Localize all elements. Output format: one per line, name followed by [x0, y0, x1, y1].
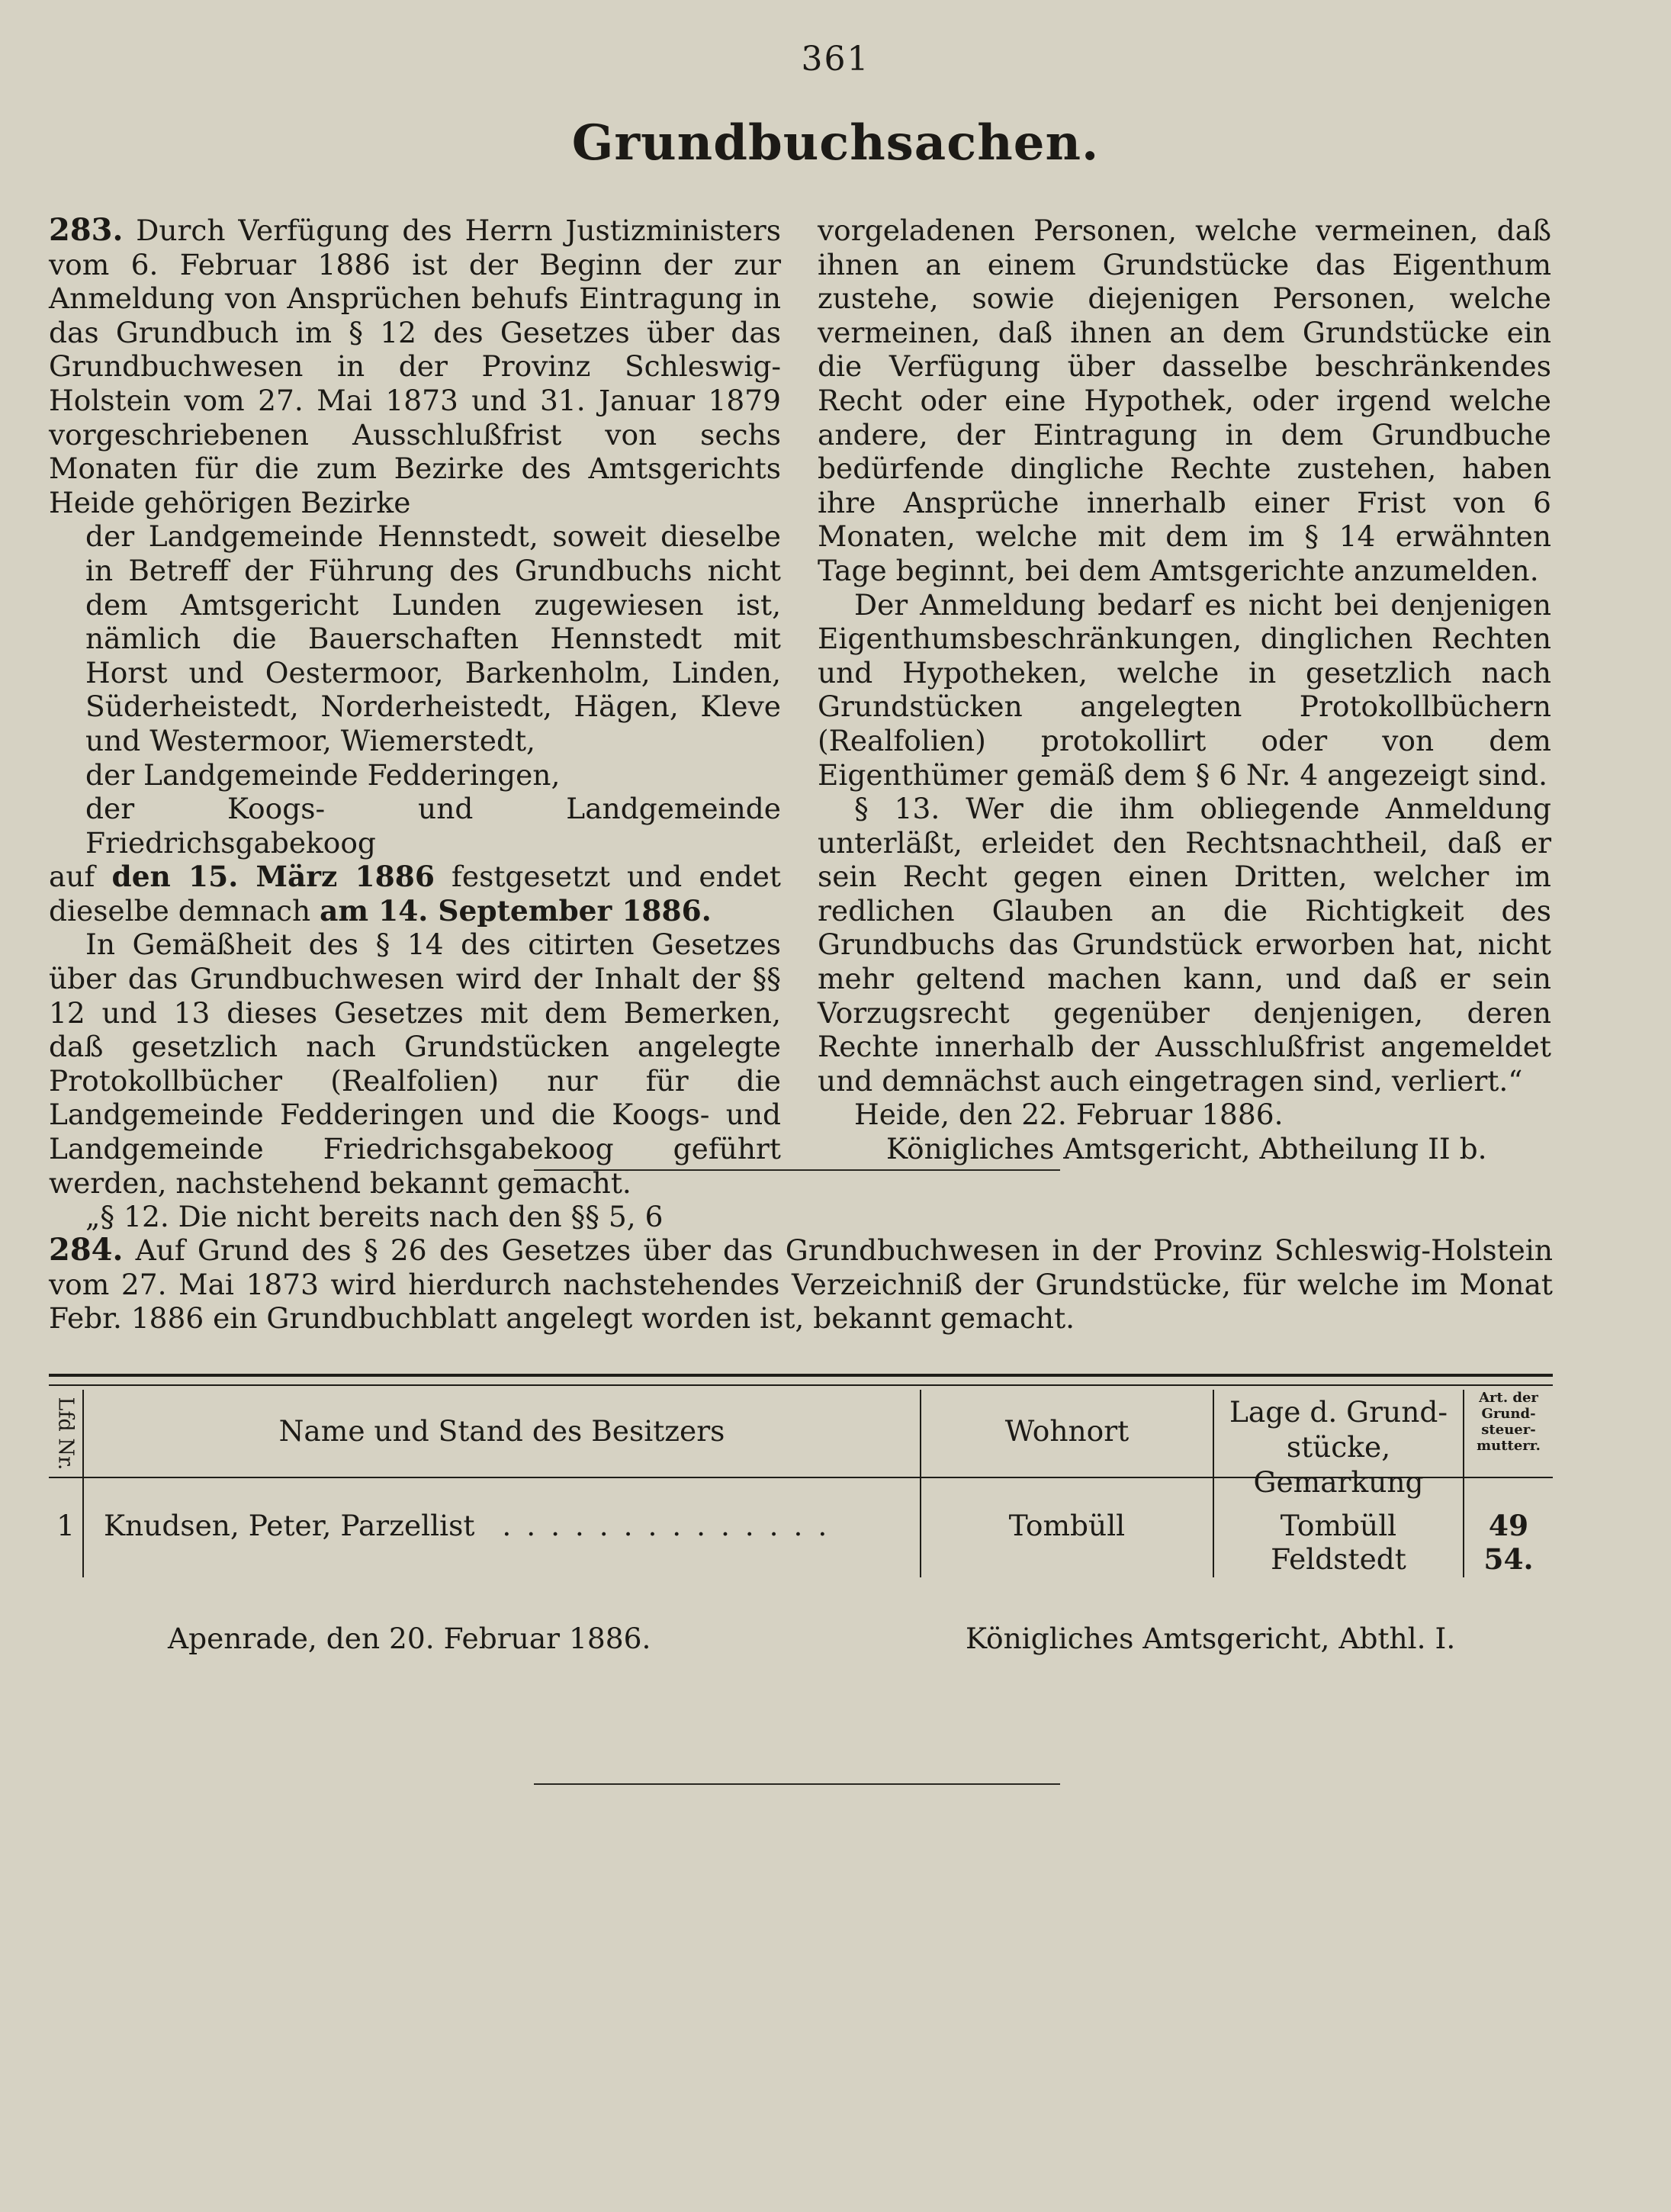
- dates-mid2: demnach: [178, 893, 311, 928]
- notice-283-left-column: [49, 214, 781, 1234]
- dates-end: .: [701, 893, 712, 928]
- paragraph-section-12-cont: vorgeladenen Personen, welche vermeinen, daß ihnen an einem Grundstücke das Eigenthum zustehe, sowie diejenigen Personen, welche vermeinen, daß ihnen an dem Grundstücke ein die Verfügung über dasselbe beschränkendes Recht oder eine Hypothek, oder irgend welche andere, der Eintragung in dem Grundbuche bedürfende dingliche Rechte zustehen, haben ihre Ansprüche innerhalb einer Frist von 6 Monaten, welche mit dem im § 14 erwähnten Tage beginnt, bei dem Amtsgerichte anzumelden.: [818, 214, 1551, 587]
- district-hennstedt: der Landgemeinde Hennstedt, soweit dieselbe in Betreff der Führung des Grundbuchs nicht dem Amtsgericht Lunden zugewiesen ist, nämlich die Bauerschaften Hennstedt mit Horst und Oestermoor, Barkenholm, Linden, Süderheistedt, Norderheistedt, Hägen, Kleve und Westermoor, Wiemerstedt,: [85, 519, 781, 757]
- header-art-line3: steuer-: [1481, 1422, 1536, 1438]
- lage-2: Feldstedt: [1271, 1542, 1406, 1576]
- leader-dots: . . . . . . . . . . . . . .: [502, 1509, 831, 1542]
- art-1: 49: [1488, 1509, 1529, 1542]
- header-lfd-nr: Lfd Nr.: [53, 1397, 78, 1470]
- paragraph-gemaessheit: In Gemäßheit des § 14 des citirten Gesetzes über das Grundbuchwesen wird der Inhalt der §§ 12 und 13 dieses Gesetzes mit dem Bemerken, daß gesetzlich nach Grundstücken angelegte Protokollbücher (Realfolien) nur für die Landgemeinde Fedderingen und die Koogs- und Landgemeinde Friedrichsgabekoog geführt werden, nachstehend bekannt gemacht.: [49, 928, 781, 1200]
- header-art-line2: Grund-: [1481, 1406, 1536, 1422]
- notice-284-place-date: Apenrade, den 20. Februar 1886.: [168, 1622, 651, 1655]
- deadline-dates-paragraph: [49, 860, 781, 928]
- notice-284-paragraph: [49, 1233, 1553, 1336]
- cell-lfd: 1: [56, 1509, 75, 1542]
- header-name: Name und Stand des Besitzers: [278, 1414, 725, 1448]
- header-art-line4: mutterr.: [1477, 1438, 1541, 1454]
- notice-number: 284.: [49, 1232, 124, 1268]
- district-fedderingen: der Landgemeinde Fedderingen,: [85, 757, 561, 792]
- notice-283-signature: Königliches Amtsgericht, Abtheilung II b.: [886, 1132, 1487, 1166]
- notice-283-lead-paragraph: [49, 214, 781, 519]
- cell-wohnort: Tombüll: [1008, 1509, 1126, 1542]
- notice-283-right-column: [818, 214, 1551, 1166]
- cell-lage: [1214, 1509, 1463, 1576]
- header-lage-line2: stücke, Gemarkung: [1253, 1430, 1424, 1499]
- separator-rule: [534, 1169, 1060, 1171]
- cell-art: [1464, 1509, 1553, 1576]
- notice-number: 283.: [49, 212, 124, 248]
- cell-name: [104, 1509, 912, 1542]
- paragraph-section-13: § 13. Wer die ihm obliegende Anmeldung unterläßt, erleidet den Rechtsnachtheil, daß er sein Recht gegen einen Dritten, welcher im redlichen Glauben an die Richtigkeit des Grundbuchs das Grundstück erworben hat, nicht mehr geltend machen kann, und daß er sein Vorzugsrecht gegenüber denjenigen, deren Rechte innerhalb der Ausschlußfrist angemeldet und demnächst auch eingetragen sind, verliert.“: [818, 792, 1551, 1098]
- date-start: den 15. März 1886: [111, 860, 435, 894]
- bottom-separator-rule: [534, 1783, 1060, 1785]
- owner-name: Knudsen, Peter, Parzellist: [104, 1509, 475, 1542]
- paragraph-section-12-start: „§ 12. Die nicht bereits nach den §§ 5, 6: [85, 1200, 664, 1234]
- district-friedrichsgabekoog: der Koogs- und Landgemeinde Friedrichsgabekoog: [85, 792, 781, 860]
- table-top-rule: [49, 1374, 1553, 1386]
- dates-pre: auf: [49, 860, 95, 894]
- section-title: Grundbuchsachen.: [571, 114, 1100, 172]
- header-lage: [1214, 1394, 1463, 1500]
- date-end: am 14. September 1886: [320, 893, 702, 928]
- page-number: 361: [801, 40, 870, 79]
- lage-1: Tombüll: [1280, 1509, 1397, 1542]
- header-lage-line1: Lage d. Grund-: [1229, 1395, 1448, 1429]
- dates-mid: festgesetzt und endet dieselbe: [49, 860, 781, 928]
- notice-284-signature: Königliches Amtsgericht, Abthl. I.: [966, 1622, 1456, 1655]
- header-art-line1: Art. der: [1479, 1390, 1538, 1406]
- header-wohnort: Wohnort: [1004, 1414, 1130, 1448]
- notice-283-place-date: Heide, den 22. Februar 1886.: [854, 1098, 1284, 1132]
- paragraph-anmeldung: Der Anmeldung bedarf es nicht bei denjenigen Eigenthumsbeschränkungen, dinglichen Rechten und Hypotheken, welche in gesetzlich nach Grundstücken angelegten Protokollbüchern (Realfolien) protokollirt oder von dem Eigenthümer gemäß dem § 6 Nr. 4 angezeigt sind.: [818, 587, 1551, 792]
- paragraph-text: Auf Grund des § 26 des Gesetzes über das Grundbuchwesen in der Provinz Schleswig-Holstein vom 27. Mai 1873 wird hierdurch nachstehendes Verzeichniß der Grundstücke, für welche im Monat Febr. 1886 ein Grundbuchblatt angelegt worden ist, bekannt gemacht.: [49, 1233, 1553, 1336]
- header-art: [1464, 1390, 1553, 1454]
- art-2: 54.: [1483, 1542, 1534, 1576]
- paragraph-text: Durch Verfügung des Herrn Justizministers vom 6. Februar 1886 ist der Beginn der zur Anmeldung von Ansprüchen behufs Eintragung in das Grundbuch im § 12 des Gesetzes über das Grundbuchwesen in der Provinz Schleswig-Holstein vom 27. Mai 1873 und 31. Januar 1879 vorgeschriebenen Ausschlußfrist von sechs Monaten für die zum Bezirke des Amtsgerichts Heide gehörigen Bezirke: [49, 214, 781, 519]
